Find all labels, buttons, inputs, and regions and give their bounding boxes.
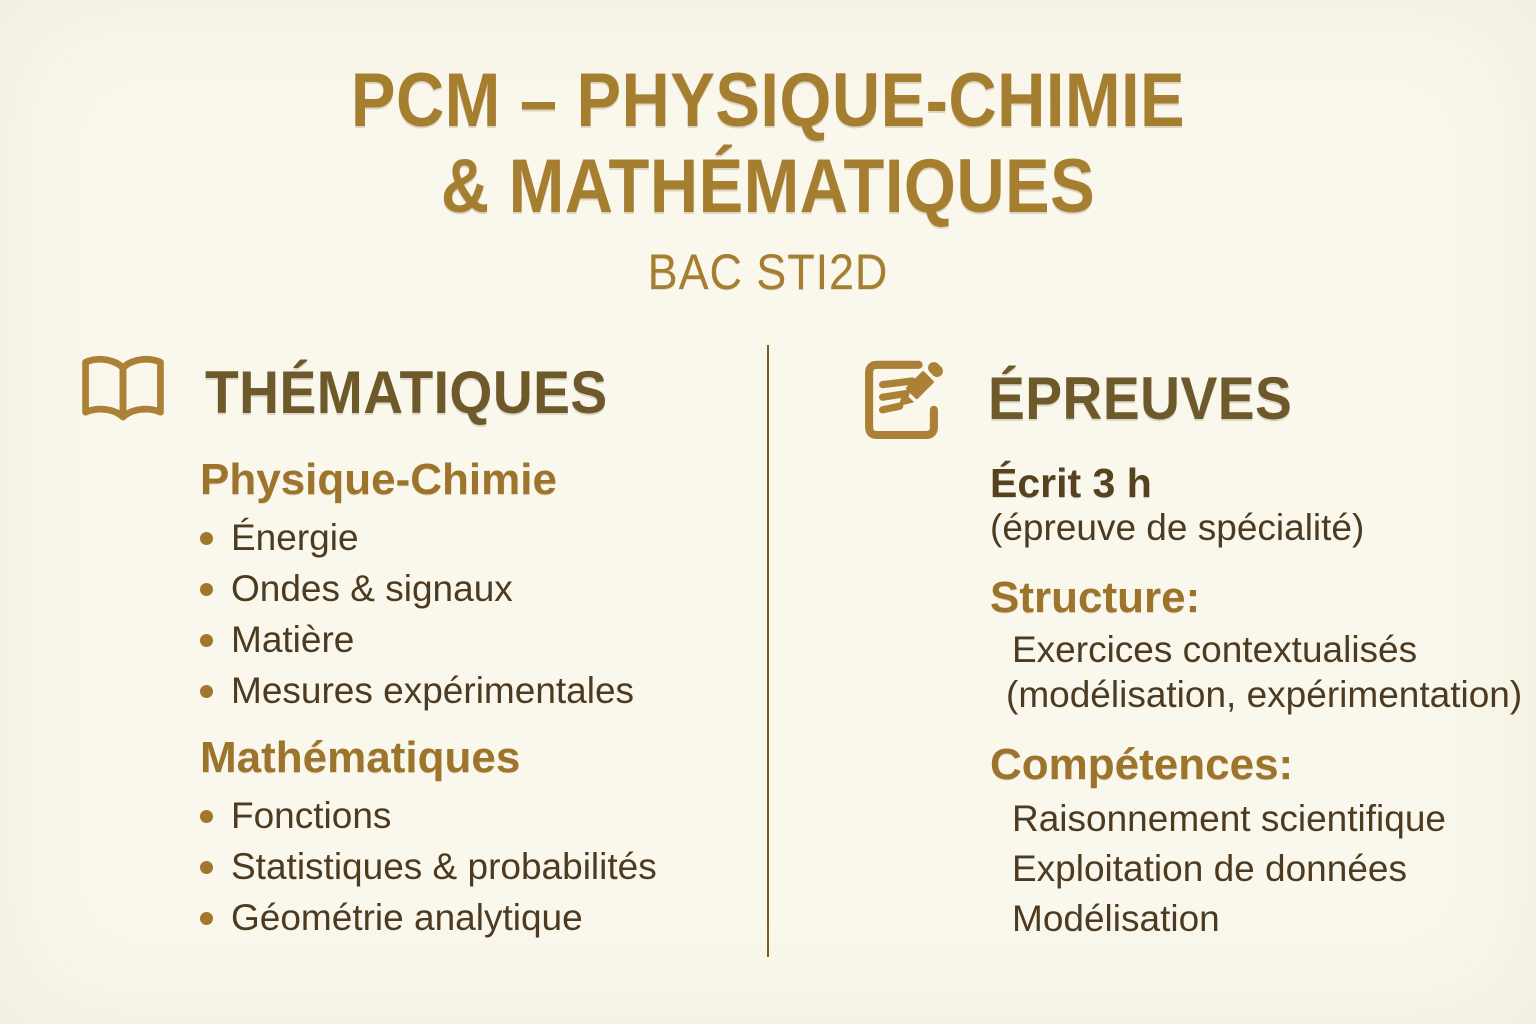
list-item	[200, 892, 745, 943]
list-item	[200, 841, 745, 892]
bullet-dot-icon	[200, 532, 213, 545]
epreuves-heading: ÉPREUVES	[988, 365, 1293, 432]
bullet-dot-icon	[200, 810, 213, 823]
competence-line: Raisonnement scientifique	[1012, 798, 1446, 839]
epreuves-body	[990, 460, 1528, 944]
bullet-dot-icon	[200, 583, 213, 596]
list-item-label: Énergie	[231, 517, 359, 558]
structure-subheading: Structure:	[990, 573, 1201, 622]
physique-chimie-subheading: Physique-Chimie	[200, 455, 557, 504]
content-area	[0, 338, 1536, 1024]
edit-compose-icon	[858, 354, 954, 444]
epreuves-column	[858, 338, 1528, 944]
list-item-label: Ondes & signaux	[231, 568, 513, 609]
mathematiques-list	[200, 790, 745, 943]
list-item	[200, 614, 745, 665]
structure-lines	[990, 627, 1528, 717]
epreuves-header	[858, 354, 1528, 444]
page-title	[92, 58, 1444, 230]
mathematiques-subheading: Mathématiques	[200, 733, 521, 782]
competence-line: Exploitation de données	[1012, 848, 1407, 889]
exam-info	[990, 460, 1528, 550]
list-item	[200, 665, 745, 716]
physique-chimie-list	[200, 512, 745, 716]
page-title-line1: PCM – PHYSIQUE-CHIMIE	[350, 58, 1186, 143]
bullet-dot-icon	[200, 861, 213, 874]
list-item-label: Matière	[231, 619, 355, 660]
list-item-label: Géométrie analytique	[231, 897, 583, 938]
competences-subheading: Compétences:	[990, 740, 1294, 789]
page-title-line2: & MATHÉMATIQUES	[440, 144, 1096, 229]
structure-line: (modélisation, expérimentation)	[1006, 674, 1523, 715]
list-item	[200, 790, 745, 841]
structure-line: Exercices contextualisés	[1012, 629, 1418, 670]
page-subtitle: BAC STI2D	[647, 244, 889, 300]
thematiques-header	[75, 354, 745, 432]
competences-lines	[990, 794, 1528, 944]
list-item	[200, 512, 745, 563]
open-book-icon	[75, 354, 171, 432]
exam-title: Écrit 3 h	[990, 460, 1152, 506]
column-divider	[767, 345, 769, 957]
list-item-label: Mesures expérimentales	[231, 670, 635, 711]
slide-header	[0, 58, 1536, 298]
bullet-dot-icon	[200, 685, 213, 698]
bullet-dot-icon	[200, 634, 213, 647]
thematiques-heading: THÉMATIQUES	[205, 359, 608, 426]
list-item-label: Statistiques & probabilités	[231, 846, 657, 887]
bullet-dot-icon	[200, 912, 213, 925]
competence-line: Modélisation	[1012, 898, 1220, 939]
list-item	[200, 563, 745, 614]
thematiques-body	[200, 456, 745, 943]
thematiques-column	[75, 338, 745, 943]
exam-note: (épreuve de spécialité)	[990, 507, 1365, 548]
list-item-label: Fonctions	[231, 795, 392, 836]
